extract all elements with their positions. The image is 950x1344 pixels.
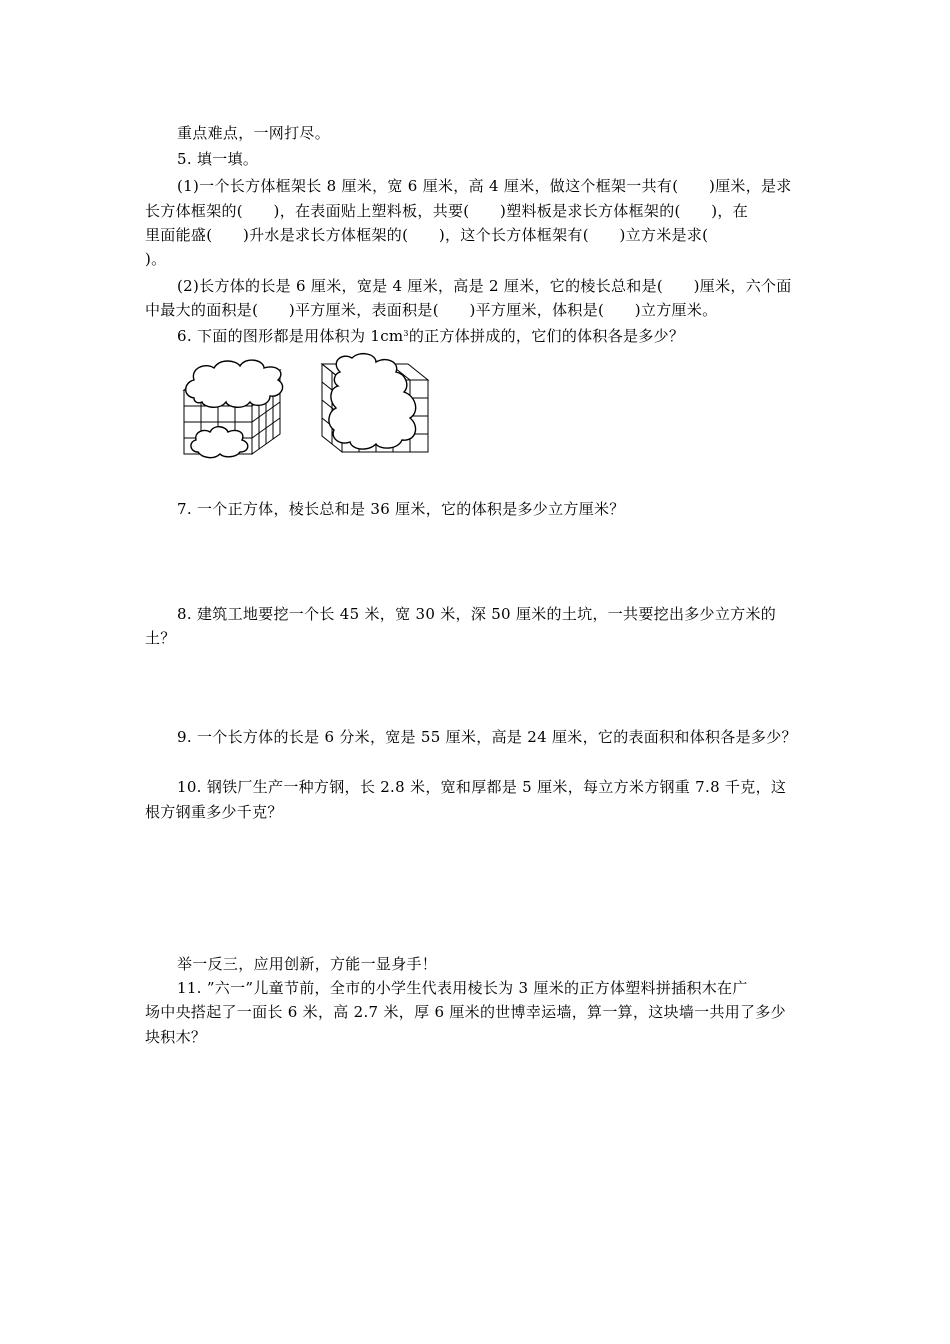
question-5-1-line-2: 长方体框架的( )，在表面贴上塑料板，共要( )塑料板是求长方体框架的( )，在 xyxy=(145,202,749,220)
question-6-text-after: 的正方体拼成的，它们的体积各是多少？ xyxy=(408,327,685,345)
question-6-superscript: 3 xyxy=(403,329,409,338)
question-8-line-1: 8. 建筑工地要挖一个长 45 米，宽 30 米，深 50 厘米的土坑，一共要挖出多少立方米的 xyxy=(177,605,777,623)
cube-stacks-figure xyxy=(180,352,450,462)
question-5-title: 5. 填一填。 xyxy=(177,150,259,168)
question-11-line-1: 11. ”六一”儿童节前，全市的小学生代表用棱长为 3 厘米的正方体塑料拼插积木在广 xyxy=(177,979,748,997)
question-11-line-2: 场中央搭起了一面长 6 米，高 2.7 米，厚 6 厘米的世博幸运墙，算一算，这块墙一共用了多少 xyxy=(145,1003,786,1021)
question-5-2-line-1: (2)长方体的长是 6 厘米，宽是 4 厘米，高是 2 厘米，它的棱长总和是( )厘米，六个面 xyxy=(177,277,792,295)
question-7-text: 7. 一个正方体，棱长总和是 36 厘米，它的体积是多少立方厘米？ xyxy=(177,500,625,518)
question-8-line-2: 土？ xyxy=(145,629,176,647)
cloud-left-bottom xyxy=(191,427,248,458)
question-5-1-line-4: )。 xyxy=(145,250,167,268)
section-heading-1: 重点难点，一网打尽。 xyxy=(177,124,331,142)
cloud-right xyxy=(329,354,416,449)
section-heading-2: 举一反三，应用创新，方能一显身手！ xyxy=(177,955,438,973)
question-5-2-line-2: 中最大的面积是( )平方厘米，表面积是( )平方厘米，体积是( )立方厘米。 xyxy=(145,301,718,319)
question-5-1-line-3: 里面能盛( )升水是求长方体框架的( )，这个长方体框架有( )立方米是求( xyxy=(145,226,709,244)
question-10-line-1: 10. 钢铁厂生产一种方钢，长 2.8 米，宽和厚都是 5 厘米，每立方米方钢重 7.8 千克，这 xyxy=(177,778,787,796)
question-5-1-line-1: (1)一个长方体框架长 8 厘米，宽 6 厘米，高 4 厘米，做这个框架一共有( )厘米，是求 xyxy=(177,177,792,195)
question-10-line-2: 根方钢重多少千克？ xyxy=(145,803,283,821)
question-6-text-before: 6. 下面的图形都是用体积为 1cm xyxy=(177,327,404,345)
cloud-left-top xyxy=(186,360,283,407)
question-6-text xyxy=(177,326,684,346)
question-11-line-3: 块积木？ xyxy=(145,1028,207,1046)
question-9-text: 9. 一个长方体的长是 6 分米，宽是 55 厘米，高是 24 厘米，它的表面积和体积各是多少？ xyxy=(177,728,797,746)
